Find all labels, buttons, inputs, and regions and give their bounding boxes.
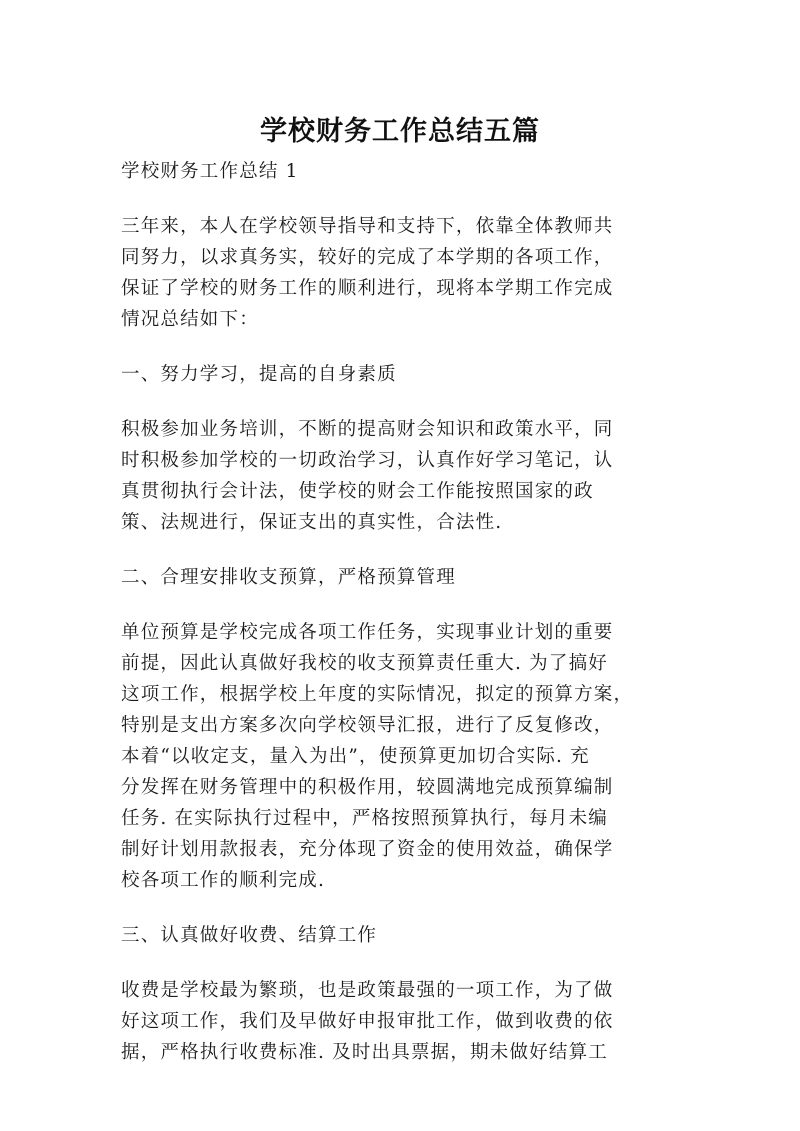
text-line: 任务. 在实际执行过程中，严格按照预算执行，每月未编	[121, 808, 608, 829]
document-title: 学校财务工作总结五篇	[260, 116, 540, 147]
text-line: 一、努力学习，提高的自身素质	[121, 364, 397, 385]
text-line: 真贯彻执行会计法，使学校的财会工作能按照国家的政	[121, 481, 594, 502]
text-line: 收费是学校最为繁琐，也是政策最强的一项工作，为了做	[121, 980, 614, 1001]
document-body	[121, 156, 666, 1068]
text-line: 据，严格执行收费标准. 及时出具票据，期未做好结算工	[121, 1042, 608, 1063]
text-line: 策、法规进行，保证支出的真实性，合法性.	[121, 512, 503, 533]
text-line: 校各项工作的顺利完成.	[121, 870, 326, 891]
section-heading-3	[121, 920, 666, 951]
text-line: 三、认真做好收费、结算工作	[121, 925, 378, 946]
section-heading-1	[121, 359, 666, 390]
text-line: 前提，因此认真做好我校的收支预算责任重大. 为了搞好	[121, 653, 608, 674]
text-line: 同努力，以求真务实，较好的完成了本学期的各项工作，	[121, 247, 614, 268]
paragraph-gap	[121, 538, 666, 562]
text-line: 情况总结如下：	[121, 309, 259, 330]
section-heading-2	[121, 562, 666, 593]
text-line: 本着“以收定支，量入为出”，使预算更加切合实际. 充	[121, 746, 590, 767]
text-line: 好这项工作，我们及早做好申报审批工作，做到收费的依	[121, 1011, 614, 1032]
text-line: 积极参加业务培训，不断的提高财会知识和政策水平，同	[121, 419, 614, 440]
text-line: 保证了学校的财务工作的顺利进行，现将本学期工作完成	[121, 278, 614, 299]
text-line: 特别是支出方案多次向学校领导汇报，进行了反复修改，	[121, 715, 614, 736]
text-line: 这项工作，根据学校上年度的实际情况，拟定的预算方案，	[121, 684, 634, 705]
paragraph-gap	[121, 593, 666, 617]
paragraph-gap	[121, 951, 666, 975]
text-line: 三年来，本人在学校领导指导和支持下，依靠全体教师共	[121, 216, 614, 237]
section-3-paragraph	[121, 975, 666, 1068]
subtitle-paragraph	[121, 156, 666, 187]
paragraph-gap	[121, 390, 666, 414]
intro-paragraph	[121, 211, 666, 335]
section-2-paragraph	[121, 617, 666, 896]
paragraph-gap	[121, 896, 666, 920]
text-line: 二、合理安排收支预算，严格预算管理	[121, 567, 456, 588]
section-1-paragraph	[121, 414, 666, 538]
text-line: 分发挥在财务管理中的积极作用，较圆满地完成预算编制	[121, 777, 614, 798]
text-line: 单位预算是学校完成各项工作任务，实现事业计划的重要	[121, 622, 614, 643]
text-line: 制好计划用款报表，充分体现了资金的使用效益，确保学	[121, 839, 614, 860]
paragraph-gap	[121, 335, 666, 359]
paragraph-gap	[121, 187, 666, 211]
text-line: 时积极参加学校的一切政治学习，认真作好学习笔记，认	[121, 450, 614, 471]
text-line: 学校财务工作总结 1	[121, 161, 299, 182]
